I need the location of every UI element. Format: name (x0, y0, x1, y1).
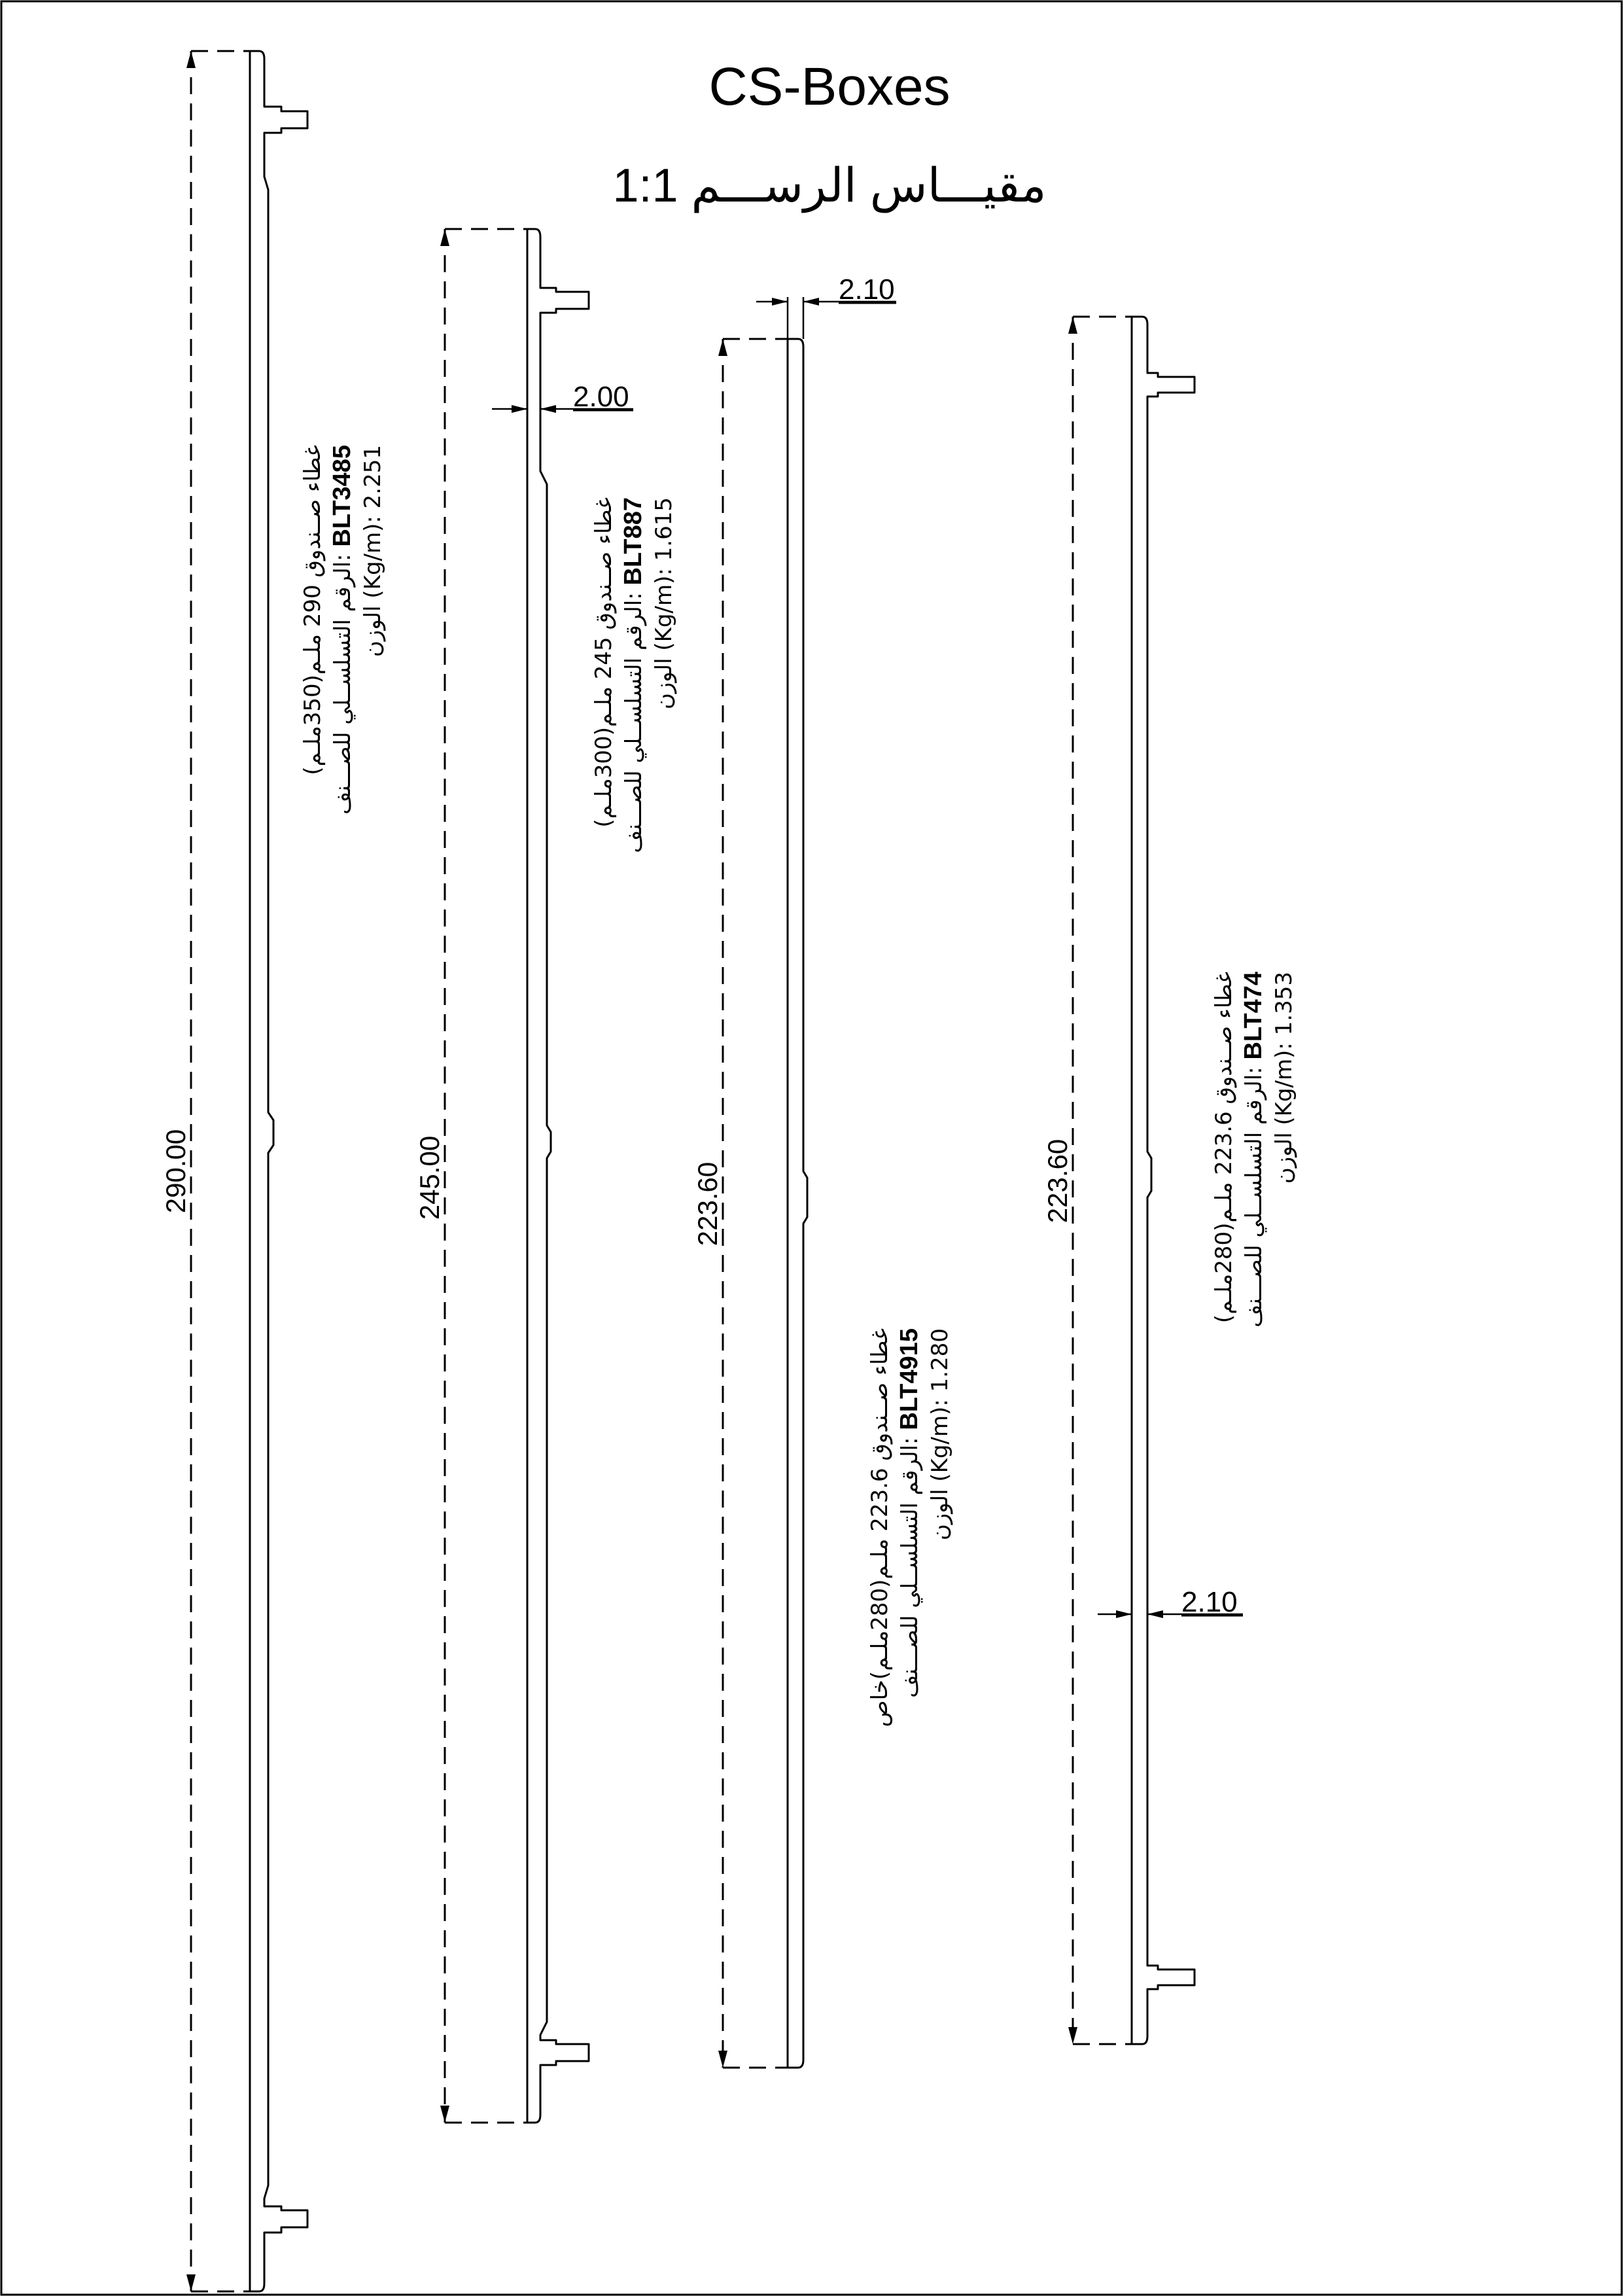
profile-blt474-dimension: 223.60 (1042, 1139, 1073, 1224)
profile-blt3485-note (300, 445, 386, 815)
profile-blt4915-code-label: الرقم التسلســلي للصـــنف: (897, 1437, 923, 1698)
svg-text:الرقم التسلســلي للصـــنف: (620, 497, 647, 853)
profile-blt474-weight-label: الوزن (Kg/m): (1271, 1042, 1297, 1184)
profile-blt887-code: BLT887 (620, 497, 647, 586)
profile-blt4915-shape (788, 339, 807, 2068)
profile-blt3485-desc: غطاء صــندوق 290 ملـم(350ملـم) (300, 445, 326, 775)
svg-text:الرقم التسلســلي للصـــنف: (1240, 972, 1267, 1328)
profile-blt887-desc: غطاء صــندوق 245 ملـم(300ملـم) (591, 497, 617, 828)
profile-blt474-note (1211, 972, 1297, 1328)
profile-blt887-weight-label: الوزن (Kg/m): (651, 568, 677, 710)
drawing-title: CS-Boxes (708, 57, 951, 116)
svg-text:الوزن (Kg/m): 1.353 (1271, 972, 1297, 1184)
sheet-border (1, 1, 1622, 2295)
profile-blt4915 (692, 274, 953, 2068)
profile-blt474-code-label: الرقم التسلســلي للصـــنف: (1241, 1067, 1267, 1328)
svg-text:الرقم التسلســلي للصـــنف: (896, 1328, 923, 1698)
profile-blt887-dimension: 245.00 (414, 1135, 445, 1220)
profile-blt474-desc: غطاء صــندوق 223.6 ملـم(280ملـم) (1211, 972, 1237, 1324)
profile-blt887-code-label: الرقم التسلســلي للصـــنف: (621, 592, 647, 853)
profile-blt887-weight: 1.615 (651, 497, 677, 561)
profile-blt4915-thickness: 2.10 (839, 274, 895, 306)
svg-text:الرقم التسلســلي للصـــنف: (328, 445, 356, 815)
profile-blt4915-desc: غطاء صــندوق 223.6 ملـم(280ملـم)خاص (867, 1328, 893, 1727)
profile-blt887-shape (527, 229, 589, 2123)
drawing-scale: مقيـــاس الرســـم 1:1 (612, 160, 1047, 212)
profile-blt4915-dimension: 223.60 (692, 1161, 723, 1246)
profile-blt3485-code: BLT3485 (328, 445, 356, 547)
profile-blt4915-note (867, 1328, 953, 1727)
profile-blt887-thickness: 2.00 (573, 381, 629, 413)
profile-blt474-thickness: 2.10 (1181, 1586, 1238, 1618)
profile-blt474-shape (1132, 317, 1195, 2044)
svg-text:الوزن (Kg/m): 2.251 (360, 445, 386, 657)
profile-blt887-note (591, 497, 677, 853)
profile-blt4915-weight: 1.280 (927, 1328, 953, 1392)
profile-blt3485-code-label: الرقم التسلســلي للصـــنف: (330, 554, 356, 815)
svg-text:الوزن (Kg/m): 1.615 (651, 497, 677, 709)
profile-blt3485-weight-label: الوزن (Kg/m): (360, 516, 386, 658)
profile-blt474-code: BLT474 (1240, 972, 1267, 1060)
svg-text:الوزن (Kg/m): 1.280 (927, 1328, 953, 1540)
profile-blt3485-shape (250, 51, 307, 2291)
profile-blt474-weight: 1.353 (1271, 972, 1297, 1036)
profile-blt4915-code: BLT4915 (896, 1328, 923, 1430)
profile-blt3485-weight: 2.251 (360, 445, 386, 509)
profile-blt3485 (160, 51, 386, 2291)
profile-blt887 (414, 229, 677, 2123)
profile-blt474 (1042, 317, 1297, 2044)
profile-blt3485-dimension: 290.00 (160, 1129, 191, 1214)
profile-blt4915-weight-label: الوزن (Kg/m): (927, 1399, 953, 1541)
